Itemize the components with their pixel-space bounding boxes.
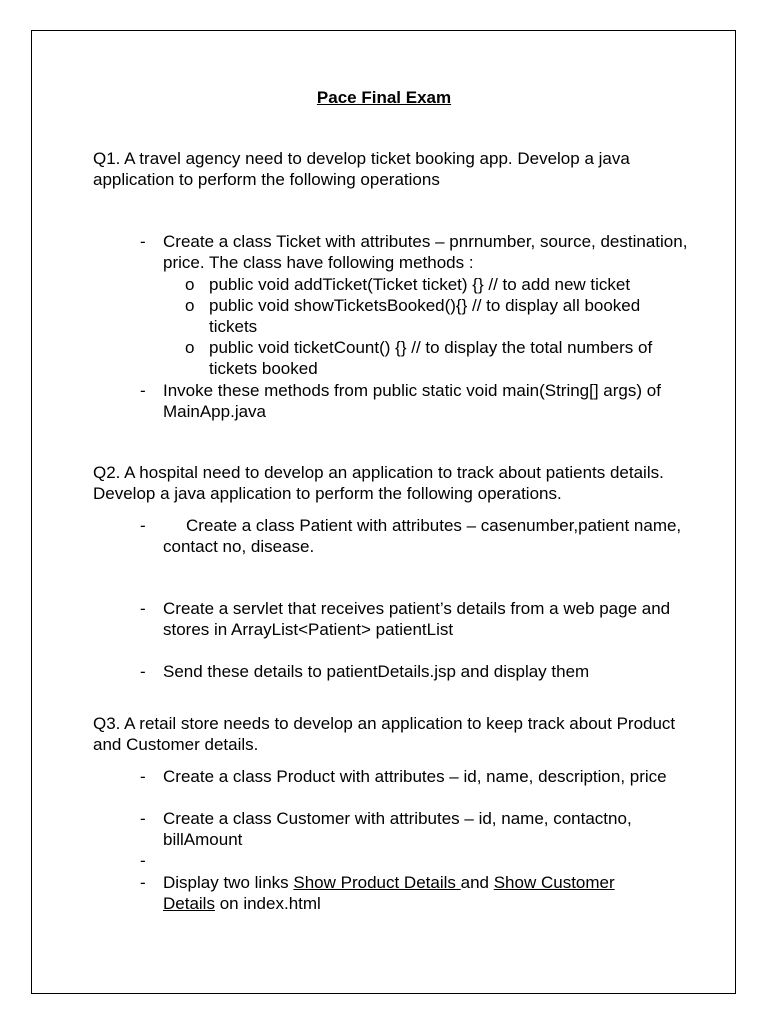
dash-bullet: - [140, 809, 146, 828]
q1-subitem-1 [185, 274, 685, 295]
q3-item-4-text [163, 872, 700, 914]
q2-item-3 [140, 661, 700, 682]
show-product-details-link: Show Product Details [293, 873, 461, 892]
dash-bullet: - [140, 767, 146, 786]
q3-item-4-and: and [460, 873, 494, 892]
exam-title: Pace Final Exam [316, 88, 452, 107]
q1-subitem-3 [185, 337, 685, 379]
q3-item-2-text: Create a class Customer with attributes – id, name, contactno, billAmount [163, 809, 632, 849]
circle-bullet: o [185, 275, 195, 294]
q3-item-4 [140, 872, 700, 914]
q1-subitem-3-text: public void ticketCount() {} // to display the total numbers of tickets booked [209, 338, 653, 378]
q3-item-1 [140, 766, 700, 787]
dash-bullet: - [140, 381, 146, 400]
q2-item-1 [140, 515, 700, 557]
q1-item-1-text: Create a class Ticket with attributes – pnrnumber, source, destination, price. The class have following methods : [163, 232, 688, 272]
question-3: Q3. A retail store needs to develop an application to keep track about Product and Customer details. [93, 714, 676, 754]
q3-item-1-text: Create a class Product with attributes – id, name, description, price [163, 767, 667, 786]
q1-item-2 [140, 380, 700, 422]
dash-bullet: - [140, 851, 146, 870]
q1-item-1 [140, 231, 700, 273]
dash-bullet: - [140, 516, 146, 535]
q2-item-2-text: Create a servlet that receives patient’s details from a web page and stores in ArrayList<Patient> patientList [163, 599, 671, 639]
question-2: Q2. A hospital need to develop an application to track about patients details. Develop a java application to perform the following operations. [93, 463, 664, 503]
q1-item-2-text: Invoke these methods from public static void main(String[] args) of MainApp.java [163, 381, 661, 421]
q1-subitem-1-text: public void addTicket(Ticket ticket) {} // to add new ticket [209, 275, 631, 294]
circle-bullet: o [185, 338, 195, 357]
show-customer-link-part: Show Customer [493, 873, 615, 892]
dash-bullet: - [140, 662, 146, 681]
q2-item-2 [140, 598, 700, 640]
q2-item-1-text: Create a class Patient with attributes – casenumber,patient name, contact no, disease. [163, 516, 682, 556]
q1-subitem-2 [185, 295, 685, 337]
circle-bullet: o [185, 296, 195, 315]
q3-item-4-prefix: Display two links [163, 873, 294, 892]
customer-details-link-part: Details [163, 894, 215, 913]
q3-item-4-suffix: on index.html [214, 894, 321, 913]
dash-bullet: - [140, 599, 146, 618]
q1-subitem-2-text: public void showTicketsBooked(){} // to display all booked tickets [209, 296, 641, 336]
dash-bullet: - [140, 873, 146, 892]
q3-item-2 [140, 808, 700, 850]
question-1: Q1. A travel agency need to develop ticket booking app. Develop a java application to perform the following operations [93, 149, 630, 189]
q2-item-3-text: Send these details to patientDetails.jsp and display them [163, 662, 590, 681]
dash-bullet: - [140, 232, 146, 251]
